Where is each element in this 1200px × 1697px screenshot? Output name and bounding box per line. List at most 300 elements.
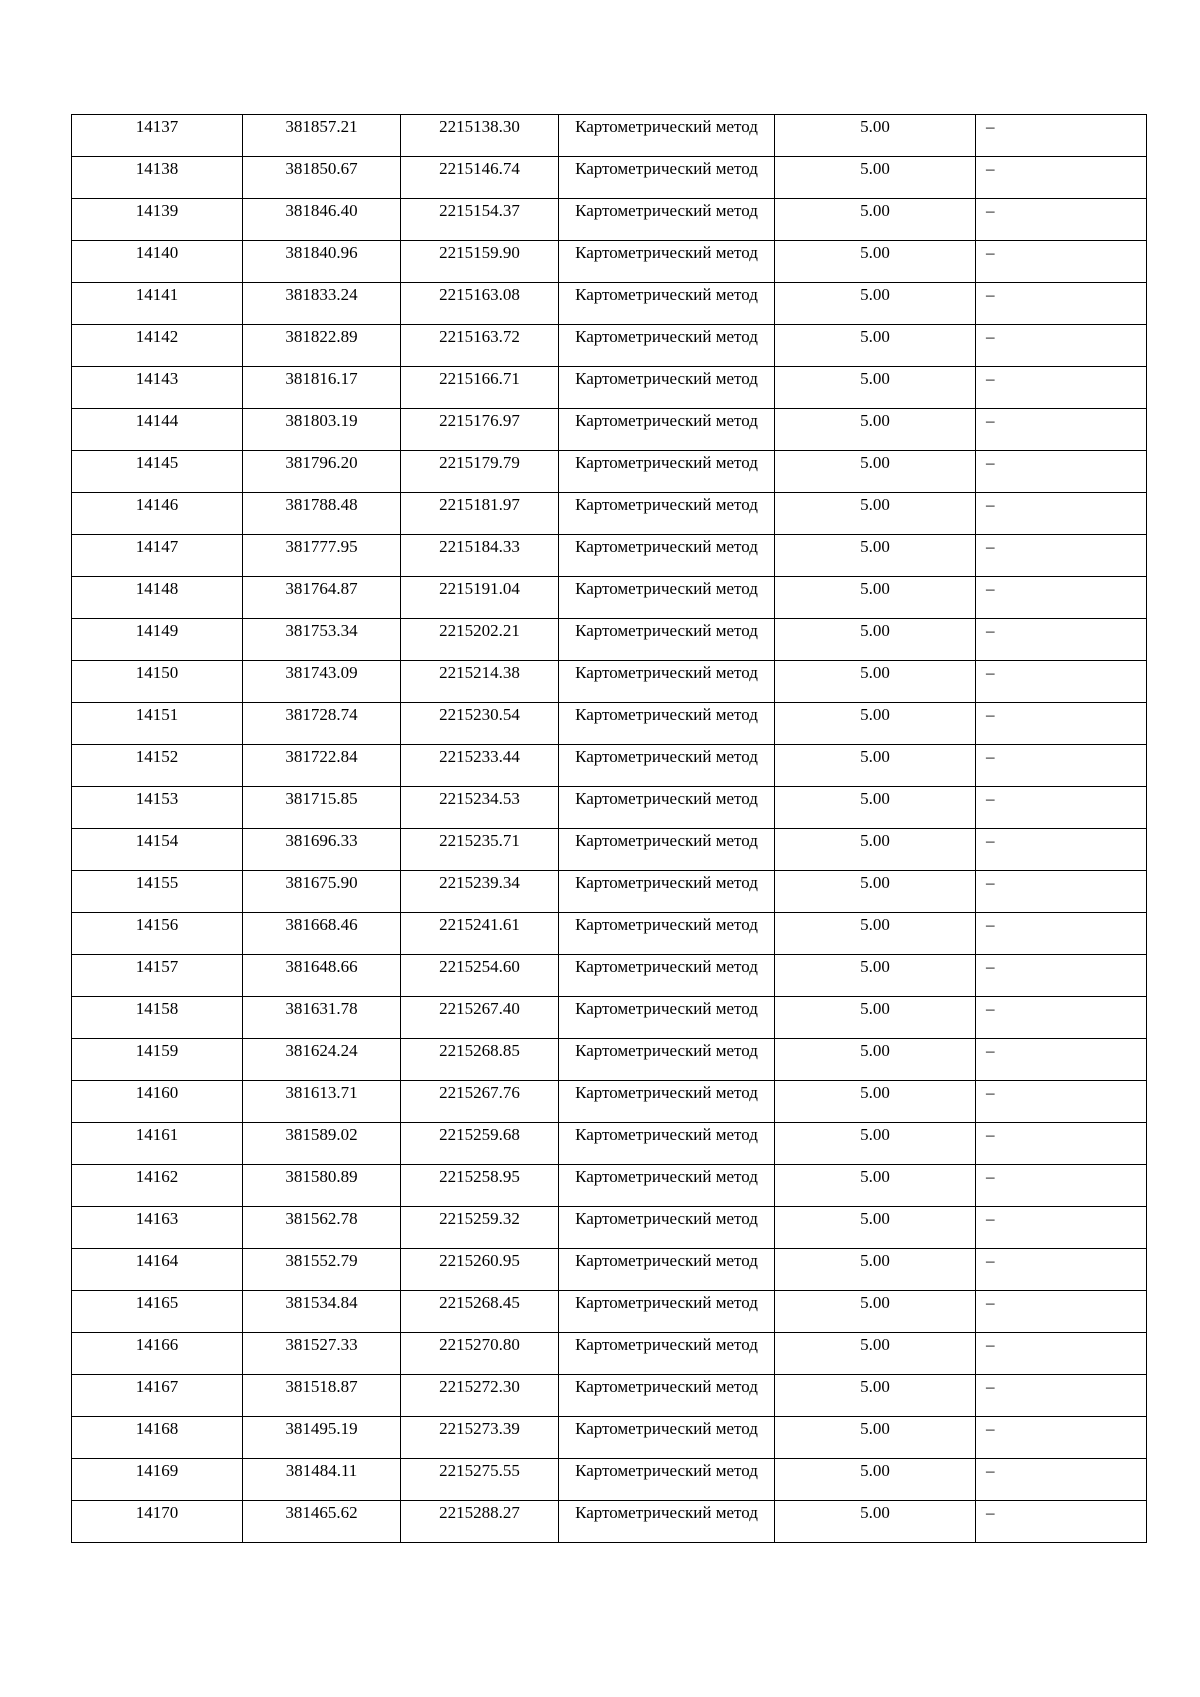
point-number-text: 14169 — [135, 1461, 179, 1480]
y-coordinate-cell — [401, 199, 559, 241]
y-coordinate-cell — [401, 955, 559, 997]
y-coordinate-cell — [401, 787, 559, 829]
description-cell — [976, 997, 1147, 1039]
x-coordinate-cell — [243, 787, 401, 829]
point-number-cell — [72, 115, 243, 157]
accuracy-cell — [775, 1333, 976, 1375]
method-cell — [559, 1123, 775, 1165]
x-coordinate-text: 381764.87 — [285, 579, 358, 598]
point-number-cell — [72, 1459, 243, 1501]
table-row — [72, 829, 1147, 871]
accuracy-text: 5.00 — [860, 1293, 890, 1312]
point-number-text: 14161 — [135, 1125, 179, 1144]
description-text: – — [986, 1335, 995, 1354]
point-number-text: 14152 — [135, 747, 179, 766]
y-coordinate-text: 2215181.97 — [439, 495, 520, 514]
x-coordinate-text: 381580.89 — [285, 1167, 358, 1186]
x-coordinate-text: 381675.90 — [285, 873, 358, 892]
description-text: – — [986, 495, 995, 514]
point-number-text: 14139 — [135, 201, 179, 220]
description-cell — [976, 535, 1147, 577]
accuracy-text: 5.00 — [860, 747, 890, 766]
x-coordinate-text: 381696.33 — [285, 831, 358, 850]
accuracy-cell — [775, 1249, 976, 1291]
y-coordinate-text: 2215176.97 — [439, 411, 520, 430]
x-coordinate-cell — [243, 703, 401, 745]
accuracy-text: 5.00 — [860, 1167, 890, 1186]
description-text: – — [986, 243, 995, 262]
description-cell — [976, 1459, 1147, 1501]
accuracy-cell — [775, 787, 976, 829]
point-number-cell — [72, 661, 243, 703]
table-row — [72, 451, 1147, 493]
accuracy-text: 5.00 — [860, 1125, 890, 1144]
y-coordinate-cell — [401, 703, 559, 745]
accuracy-text: 5.00 — [860, 243, 890, 262]
point-number-text: 14138 — [135, 159, 179, 178]
x-coordinate-text: 381648.66 — [285, 957, 358, 976]
method-cell — [559, 955, 775, 997]
method-cell — [559, 829, 775, 871]
point-number-text: 14156 — [135, 915, 179, 934]
method-cell — [559, 913, 775, 955]
accuracy-cell — [775, 1417, 976, 1459]
accuracy-cell — [775, 199, 976, 241]
description-text: – — [986, 873, 995, 892]
x-coordinate-cell — [243, 493, 401, 535]
point-number-cell — [72, 1039, 243, 1081]
method-cell — [559, 1081, 775, 1123]
point-number-text: 14154 — [135, 831, 179, 850]
y-coordinate-cell — [401, 367, 559, 409]
description-text: – — [986, 915, 995, 934]
accuracy-cell — [775, 577, 976, 619]
point-number-cell — [72, 1417, 243, 1459]
point-number-cell — [72, 1501, 243, 1543]
point-number-cell — [72, 1123, 243, 1165]
y-coordinate-cell — [401, 1039, 559, 1081]
x-coordinate-text: 381728.74 — [285, 705, 358, 724]
method-text: Картометрический метод — [575, 117, 758, 136]
accuracy-cell — [775, 409, 976, 451]
description-text: – — [986, 705, 995, 724]
method-text: Картометрический метод — [575, 201, 758, 220]
accuracy-cell — [775, 1081, 976, 1123]
accuracy-text: 5.00 — [860, 453, 890, 472]
y-coordinate-cell — [401, 1375, 559, 1417]
method-text: Картометрический метод — [575, 1041, 758, 1060]
x-coordinate-text: 381850.67 — [285, 159, 358, 178]
point-number-text: 14137 — [135, 117, 179, 136]
x-coordinate-text: 381552.79 — [285, 1251, 358, 1270]
point-number-text: 14144 — [135, 411, 179, 430]
description-cell — [976, 493, 1147, 535]
point-number-text: 14160 — [135, 1083, 179, 1102]
table-row — [72, 1207, 1147, 1249]
description-text: – — [986, 159, 995, 178]
point-number-cell — [72, 451, 243, 493]
point-number-text: 14168 — [135, 1419, 179, 1438]
y-coordinate-text: 2215254.60 — [439, 957, 520, 976]
description-cell — [976, 577, 1147, 619]
x-coordinate-cell — [243, 871, 401, 913]
method-text: Картометрический метод — [575, 831, 758, 850]
x-coordinate-text: 381722.84 — [285, 747, 358, 766]
x-coordinate-text: 381589.02 — [285, 1125, 358, 1144]
accuracy-text: 5.00 — [860, 789, 890, 808]
accuracy-cell — [775, 367, 976, 409]
description-cell — [976, 199, 1147, 241]
point-number-cell — [72, 1165, 243, 1207]
y-coordinate-cell — [401, 325, 559, 367]
method-text: Картометрический метод — [575, 453, 758, 472]
description-cell — [976, 1207, 1147, 1249]
x-coordinate-cell — [243, 535, 401, 577]
point-number-cell — [72, 1333, 243, 1375]
description-text: – — [986, 999, 995, 1018]
description-cell — [976, 787, 1147, 829]
method-text: Картометрический метод — [575, 1125, 758, 1144]
accuracy-cell — [775, 1123, 976, 1165]
description-cell — [976, 1039, 1147, 1081]
y-coordinate-cell — [401, 241, 559, 283]
accuracy-cell — [775, 1375, 976, 1417]
method-cell — [559, 283, 775, 325]
description-cell — [976, 703, 1147, 745]
point-number-cell — [72, 871, 243, 913]
point-number-text: 14165 — [135, 1293, 179, 1312]
x-coordinate-cell — [243, 955, 401, 997]
description-cell — [976, 115, 1147, 157]
y-coordinate-cell — [401, 157, 559, 199]
y-coordinate-cell — [401, 451, 559, 493]
method-cell — [559, 199, 775, 241]
method-text: Картометрический метод — [575, 1167, 758, 1186]
description-text: – — [986, 1461, 995, 1480]
method-text: Картометрический метод — [575, 1293, 758, 1312]
method-text: Картометрический метод — [575, 243, 758, 262]
description-text: – — [986, 453, 995, 472]
y-coordinate-cell — [401, 1333, 559, 1375]
y-coordinate-cell — [401, 1165, 559, 1207]
point-number-cell — [72, 1291, 243, 1333]
description-text: – — [986, 1293, 995, 1312]
description-cell — [976, 1333, 1147, 1375]
method-cell — [559, 661, 775, 703]
y-coordinate-text: 2215267.76 — [439, 1083, 520, 1102]
description-text: – — [986, 579, 995, 598]
accuracy-cell — [775, 1207, 976, 1249]
point-number-text: 14151 — [135, 705, 179, 724]
accuracy-cell — [775, 535, 976, 577]
x-coordinate-cell — [243, 1333, 401, 1375]
y-coordinate-text: 2215166.71 — [439, 369, 520, 388]
point-number-cell — [72, 619, 243, 661]
y-coordinate-cell — [401, 661, 559, 703]
point-number-text: 14159 — [135, 1041, 179, 1060]
description-text: – — [986, 747, 995, 766]
method-cell — [559, 1249, 775, 1291]
method-text: Картометрический метод — [575, 1503, 758, 1522]
accuracy-cell — [775, 619, 976, 661]
method-cell — [559, 1501, 775, 1543]
y-coordinate-cell — [401, 871, 559, 913]
method-cell — [559, 241, 775, 283]
method-text: Картометрический метод — [575, 999, 758, 1018]
accuracy-cell — [775, 703, 976, 745]
description-text: – — [986, 1251, 995, 1270]
method-text: Картометрический метод — [575, 285, 758, 304]
accuracy-text: 5.00 — [860, 999, 890, 1018]
accuracy-cell — [775, 955, 976, 997]
table-row — [72, 913, 1147, 955]
accuracy-text: 5.00 — [860, 285, 890, 304]
x-coordinate-cell — [243, 1375, 401, 1417]
point-number-cell — [72, 913, 243, 955]
description-text: – — [986, 957, 995, 976]
method-cell — [559, 451, 775, 493]
description-cell — [976, 241, 1147, 283]
accuracy-cell — [775, 115, 976, 157]
method-cell — [559, 619, 775, 661]
method-text: Картометрический метод — [575, 915, 758, 934]
method-text: Картометрический метод — [575, 159, 758, 178]
x-coordinate-text: 381613.71 — [285, 1083, 358, 1102]
method-text: Картометрический метод — [575, 1419, 758, 1438]
point-number-text: 14145 — [135, 453, 179, 472]
description-text: – — [986, 1041, 995, 1060]
description-text: – — [986, 1377, 995, 1396]
y-coordinate-text: 2215184.33 — [439, 537, 520, 556]
accuracy-text: 5.00 — [860, 495, 890, 514]
x-coordinate-cell — [243, 577, 401, 619]
method-text: Картометрический метод — [575, 1461, 758, 1480]
point-number-cell — [72, 787, 243, 829]
accuracy-text: 5.00 — [860, 579, 890, 598]
description-cell — [976, 367, 1147, 409]
y-coordinate-cell — [401, 115, 559, 157]
accuracy-text: 5.00 — [860, 117, 890, 136]
x-coordinate-cell — [243, 1123, 401, 1165]
table-row — [72, 535, 1147, 577]
accuracy-cell — [775, 913, 976, 955]
description-text: – — [986, 327, 995, 346]
accuracy-text: 5.00 — [860, 1083, 890, 1102]
x-coordinate-cell — [243, 157, 401, 199]
description-text: – — [986, 621, 995, 640]
method-cell — [559, 1333, 775, 1375]
x-coordinate-cell — [243, 661, 401, 703]
table-row — [72, 1123, 1147, 1165]
method-cell — [559, 535, 775, 577]
y-coordinate-cell — [401, 409, 559, 451]
y-coordinate-cell — [401, 1081, 559, 1123]
description-cell — [976, 1249, 1147, 1291]
method-cell — [559, 871, 775, 913]
method-cell — [559, 1291, 775, 1333]
point-number-cell — [72, 325, 243, 367]
point-number-cell — [72, 409, 243, 451]
x-coordinate-cell — [243, 619, 401, 661]
description-text: – — [986, 1419, 995, 1438]
accuracy-cell — [775, 1291, 976, 1333]
table-row — [72, 1459, 1147, 1501]
point-number-cell — [72, 535, 243, 577]
y-coordinate-cell — [401, 913, 559, 955]
y-coordinate-text: 2215234.53 — [439, 789, 520, 808]
x-coordinate-text: 381753.34 — [285, 621, 358, 640]
table-row — [72, 493, 1147, 535]
accuracy-text: 5.00 — [860, 873, 890, 892]
point-number-cell — [72, 703, 243, 745]
y-coordinate-text: 2215258.95 — [439, 1167, 520, 1186]
method-text: Картометрический метод — [575, 663, 758, 682]
point-number-cell — [72, 493, 243, 535]
description-cell — [976, 913, 1147, 955]
x-coordinate-text: 381857.21 — [285, 117, 358, 136]
point-number-text: 14155 — [135, 873, 179, 892]
method-text: Картометрический метод — [575, 369, 758, 388]
description-text: – — [986, 117, 995, 136]
y-coordinate-cell — [401, 283, 559, 325]
point-number-cell — [72, 997, 243, 1039]
y-coordinate-text: 2215259.68 — [439, 1125, 520, 1144]
point-number-text: 14153 — [135, 789, 179, 808]
x-coordinate-text: 381822.89 — [285, 327, 358, 346]
accuracy-text: 5.00 — [860, 369, 890, 388]
accuracy-text: 5.00 — [860, 831, 890, 850]
description-cell — [976, 829, 1147, 871]
y-coordinate-text: 2215230.54 — [439, 705, 520, 724]
y-coordinate-cell — [401, 577, 559, 619]
point-number-text: 14163 — [135, 1209, 179, 1228]
table-row — [72, 703, 1147, 745]
x-coordinate-text: 381788.48 — [285, 495, 358, 514]
accuracy-text: 5.00 — [860, 915, 890, 934]
description-cell — [976, 1165, 1147, 1207]
point-number-text: 14167 — [135, 1377, 179, 1396]
point-number-cell — [72, 367, 243, 409]
accuracy-cell — [775, 493, 976, 535]
accuracy-cell — [775, 283, 976, 325]
x-coordinate-cell — [243, 283, 401, 325]
y-coordinate-cell — [401, 535, 559, 577]
point-number-cell — [72, 1207, 243, 1249]
y-coordinate-text: 2215270.80 — [439, 1335, 520, 1354]
method-cell — [559, 997, 775, 1039]
accuracy-cell — [775, 661, 976, 703]
description-cell — [976, 283, 1147, 325]
table-row — [72, 115, 1147, 157]
description-text: – — [986, 537, 995, 556]
method-cell — [559, 157, 775, 199]
method-cell — [559, 493, 775, 535]
accuracy-cell — [775, 1501, 976, 1543]
method-text: Картометрический метод — [575, 789, 758, 808]
y-coordinate-text: 2215288.27 — [439, 1503, 520, 1522]
table-row — [72, 745, 1147, 787]
table-row — [72, 1039, 1147, 1081]
x-coordinate-text: 381527.33 — [285, 1335, 358, 1354]
y-coordinate-text: 2215163.72 — [439, 327, 520, 346]
y-coordinate-cell — [401, 745, 559, 787]
method-cell — [559, 745, 775, 787]
description-cell — [976, 451, 1147, 493]
x-coordinate-cell — [243, 1459, 401, 1501]
accuracy-text: 5.00 — [860, 201, 890, 220]
x-coordinate-cell — [243, 1417, 401, 1459]
description-cell — [976, 661, 1147, 703]
description-text: – — [986, 369, 995, 388]
x-coordinate-cell — [243, 451, 401, 493]
table-row — [72, 283, 1147, 325]
description-cell — [976, 1123, 1147, 1165]
point-number-text: 14157 — [135, 957, 179, 976]
x-coordinate-cell — [243, 241, 401, 283]
y-coordinate-text: 2215179.79 — [439, 453, 520, 472]
table-row — [72, 157, 1147, 199]
description-text: – — [986, 1083, 995, 1102]
description-text: – — [986, 285, 995, 304]
table-row — [72, 1375, 1147, 1417]
accuracy-text: 5.00 — [860, 1041, 890, 1060]
table-row — [72, 1081, 1147, 1123]
table-row — [72, 1417, 1147, 1459]
point-number-cell — [72, 745, 243, 787]
method-text: Картометрический метод — [575, 495, 758, 514]
x-coordinate-cell — [243, 829, 401, 871]
y-coordinate-text: 2215138.30 — [439, 117, 520, 136]
x-coordinate-text: 381777.95 — [285, 537, 358, 556]
description-cell — [976, 325, 1147, 367]
x-coordinate-text: 381840.96 — [285, 243, 358, 262]
x-coordinate-text: 381715.85 — [285, 789, 358, 808]
description-text: – — [986, 831, 995, 850]
method-text: Картометрический метод — [575, 1209, 758, 1228]
table-body — [72, 115, 1147, 1543]
table-row — [72, 1291, 1147, 1333]
accuracy-cell — [775, 1165, 976, 1207]
accuracy-cell — [775, 241, 976, 283]
method-cell — [559, 115, 775, 157]
accuracy-text: 5.00 — [860, 705, 890, 724]
x-coordinate-text: 381624.24 — [285, 1041, 358, 1060]
method-text: Картометрический метод — [575, 537, 758, 556]
accuracy-cell — [775, 997, 976, 1039]
y-coordinate-text: 2215268.45 — [439, 1293, 520, 1312]
accuracy-text: 5.00 — [860, 1251, 890, 1270]
x-coordinate-text: 381743.09 — [285, 663, 358, 682]
y-coordinate-cell — [401, 829, 559, 871]
x-coordinate-cell — [243, 1249, 401, 1291]
y-coordinate-cell — [401, 619, 559, 661]
x-coordinate-cell — [243, 409, 401, 451]
table-row — [72, 1165, 1147, 1207]
y-coordinate-text: 2215272.30 — [439, 1377, 520, 1396]
table-row — [72, 619, 1147, 661]
table-row — [72, 661, 1147, 703]
method-cell — [559, 1207, 775, 1249]
description-cell — [976, 409, 1147, 451]
point-number-cell — [72, 955, 243, 997]
x-coordinate-text: 381465.62 — [285, 1503, 358, 1522]
accuracy-cell — [775, 871, 976, 913]
y-coordinate-text: 2215235.71 — [439, 831, 520, 850]
y-coordinate-cell — [401, 1249, 559, 1291]
x-coordinate-text: 381803.19 — [285, 411, 358, 430]
method-cell — [559, 1459, 775, 1501]
x-coordinate-cell — [243, 1039, 401, 1081]
